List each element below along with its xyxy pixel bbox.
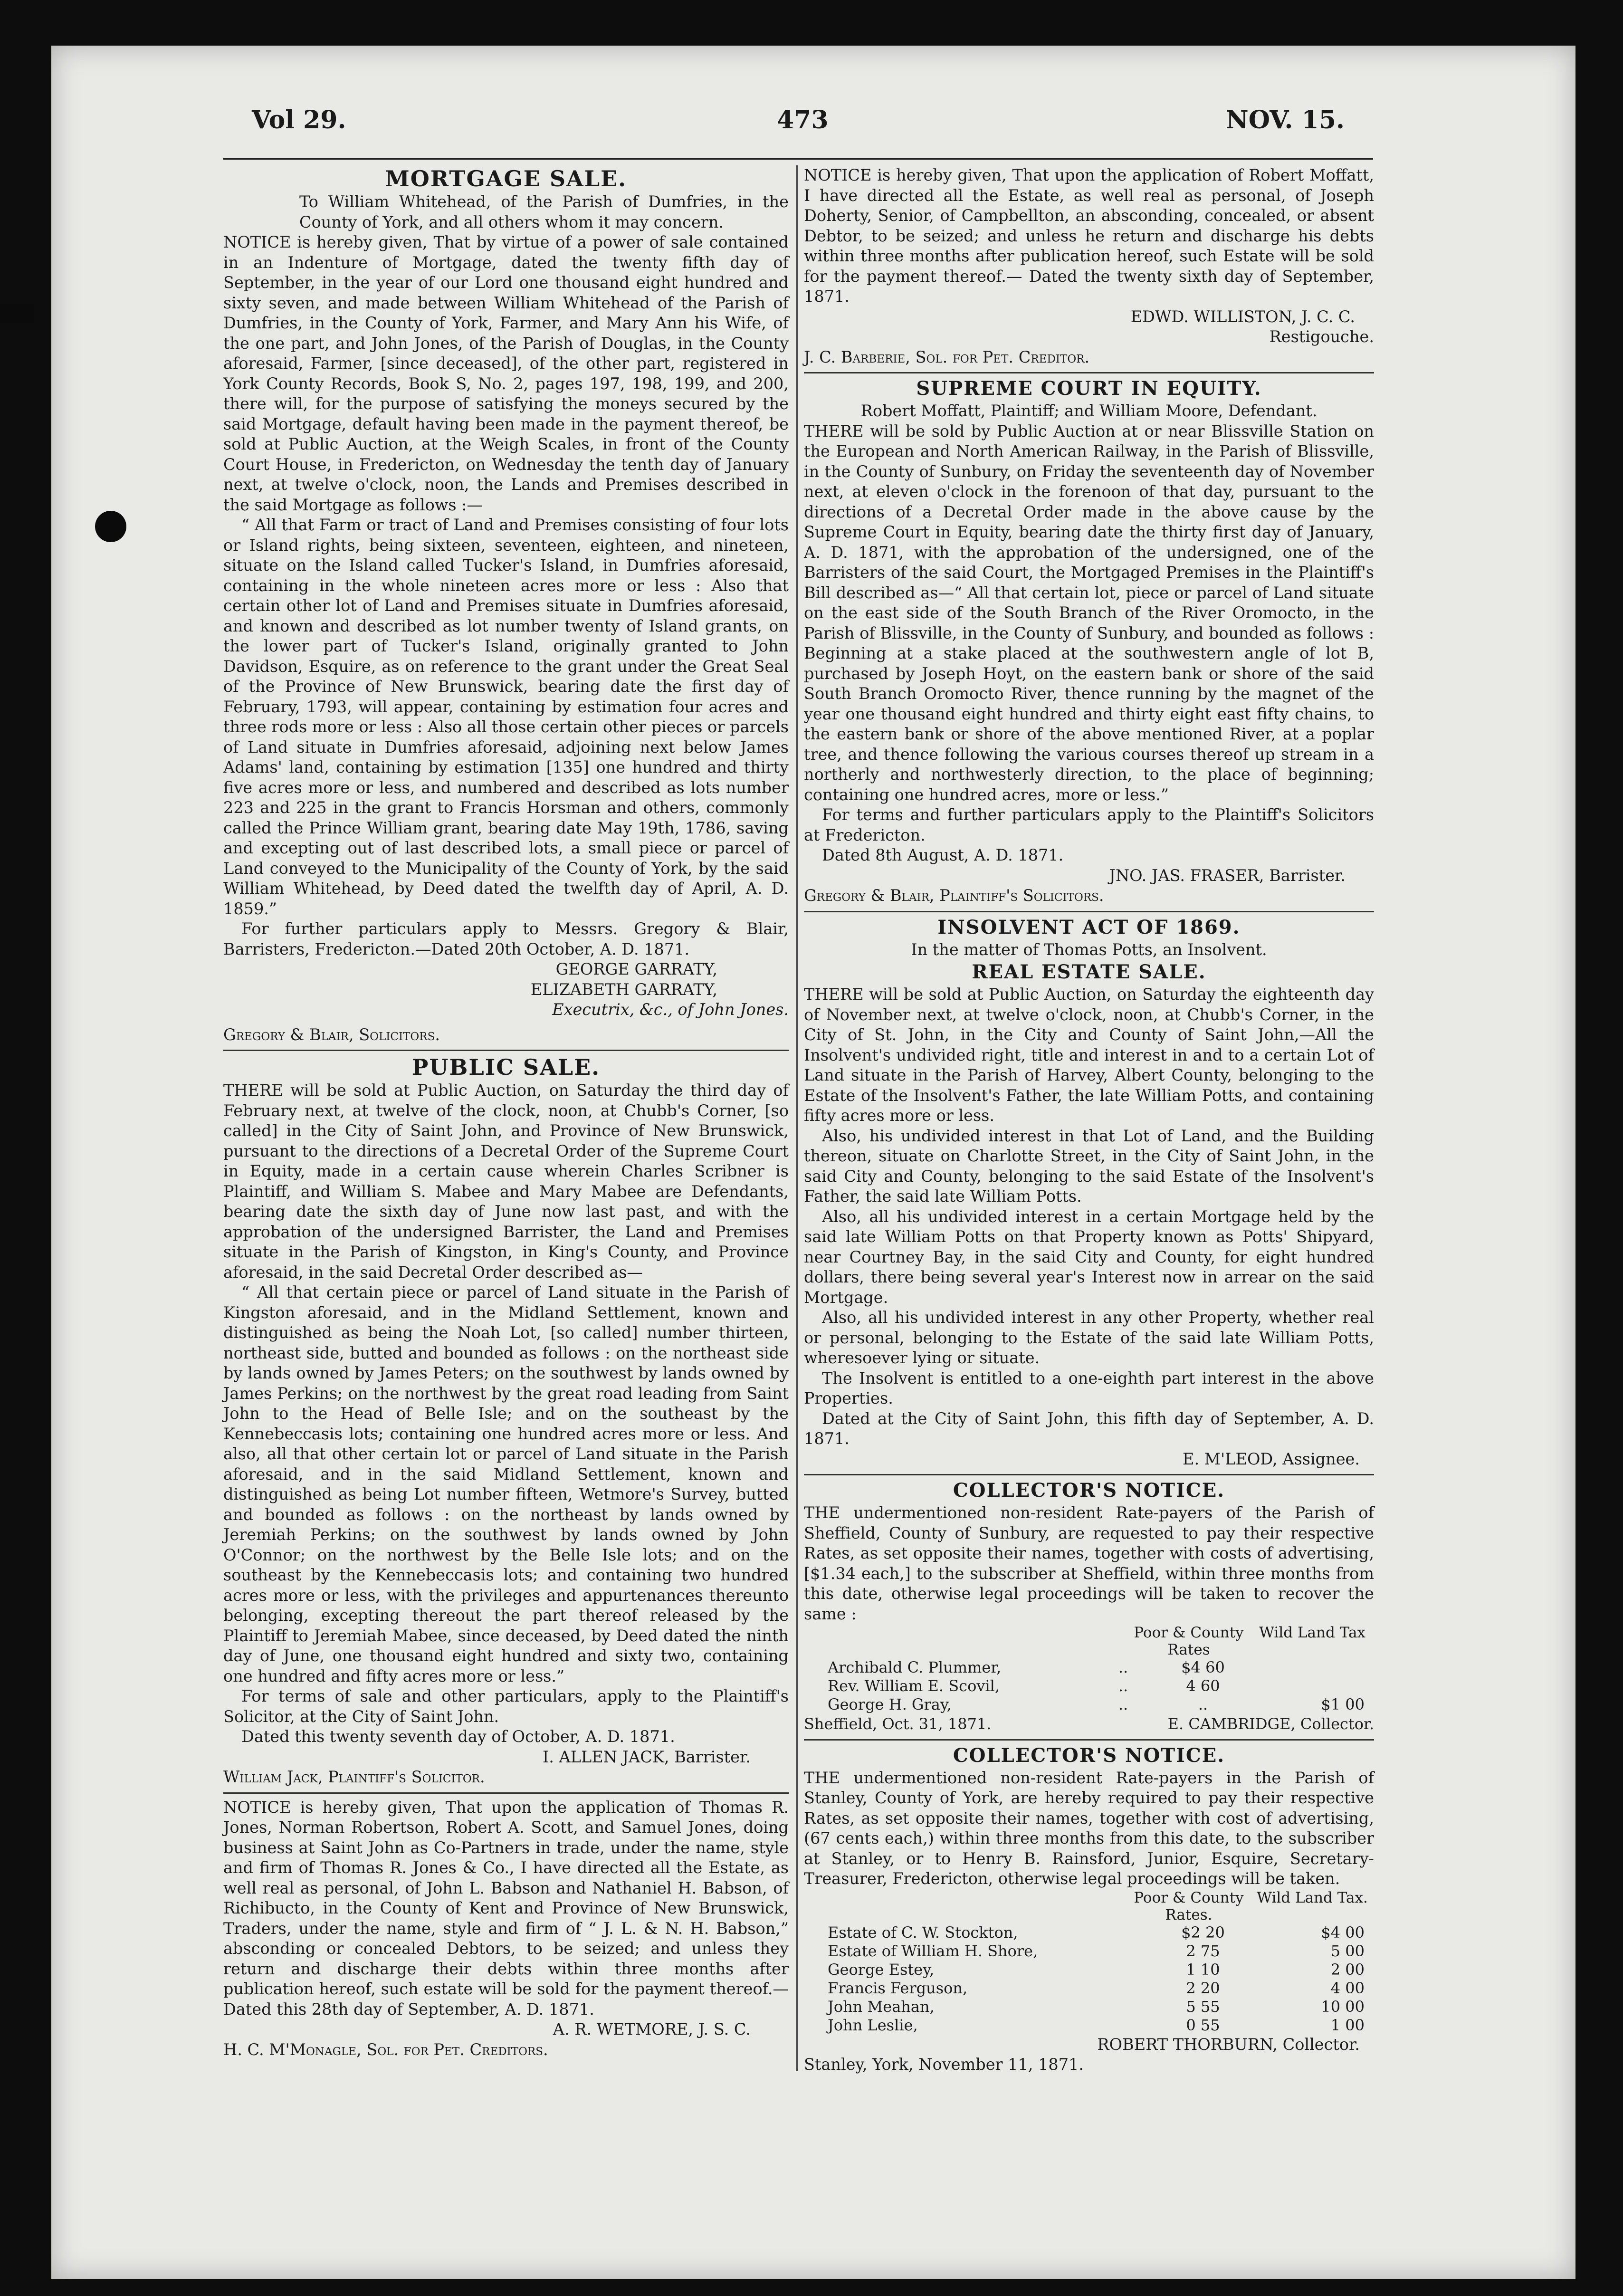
notice-title: INSOLVENT ACT OF 1869. bbox=[937, 916, 1241, 938]
rates-column-headers bbox=[804, 1624, 1374, 1658]
absconding-debtor-notice bbox=[804, 165, 1374, 367]
table-row bbox=[804, 1923, 1374, 1942]
solicitor-line: William Jack, Plaintiff's Solicitor. bbox=[223, 1768, 485, 1786]
signature: ELIZABETH GARRATY, bbox=[530, 980, 717, 999]
signature: EDWD. WILLISTON, J. C. C. bbox=[1130, 307, 1355, 326]
table-row bbox=[804, 1961, 1374, 1979]
notice-title: COLLECTOR'S NOTICE. bbox=[953, 1479, 1225, 1502]
ink-spot bbox=[95, 511, 126, 542]
signature: GEORGE GARRATY, bbox=[555, 960, 717, 978]
notice-body: THERE will be sold at Public Auction, on Saturday the eighteenth day of November next, at twelve o'clock, noon, at Chubb's Corner, in the City of St. John, in the City and County of Saint John,—All the Insolvent's undivided right, title and interest in and to a certain Lot of Land situate in the Parish of Harvey, Albert County, belonging to the Estate of the Insolvent's Father, the late William Potts, and containing fifty acres more or less. bbox=[804, 985, 1374, 1125]
property-description: “ All that certain piece or parcel of Land situate in the Parish of Kingston aforesaid, and in the Midland Settlement, known and distinguished as being the Noah Lot, [so called] number thirteen, northeast side, butted and bounded as follows : on the northeast side by lands owned by James Peters; on the southwest by lands owned by James Perkins; on the northwest by the great road leading from Saint John to the Head of Belle Isle; and on the southeast by the Kennebeccasis lots; containing one hundred acres more or less. And also, all that other certain lot or parcel of Land situate in the Parish aforesaid, and in the said Midland Settlement, known and distinguished as being Lot number fifteen, Wetmore's Survey, butted and bounded as follows : on the northeast by lands owned by Jeremiah Perkins; on the southwest by lands owned by John O'Connor; on the northwest by the Belle Isle lots; and on the southeast by the Kennebeccasis lots; and containing two hundred acres more or less, with the privileges and appurtenances thereunto belonging, excepting thereout the part thereof released by the Plaintiff to Jeremiah Mabee, since deceased, by Deed dated the ninth day of June, one thousand eight hundred and sixty two, containing one hundred and fifty acres more or less.” bbox=[223, 1283, 789, 1685]
notice-subtitle: In the matter of Thomas Potts, an Insolvent. bbox=[911, 940, 1267, 959]
column-header: Wild Land Tax bbox=[1259, 1624, 1365, 1641]
notice-body: NOTICE is hereby given, That by virtue of a power of sale contained in an Indenture of Mortgage, dated the twenty fifth day of September, in the year of our Lord one thousand eight hundred and sixty seven, and made between William Whitehead of the Parish of Dumfries, in the County of York, Farmer, and Mary Ann his Wife, of the one part, and John Jones, of the Parish of Douglas, in the County aforesaid, Farmer, [since deceased], of the other part, registered in York County Records, Book S, No. 2, pages 197, 198, 199, and 200, there will, for the purpose of satisfying the moneys secured by the said Mortgage, default having been made in the payment thereof, be sold at Public Auction, at the Weigh Scales, in front of the County Court House, in Fredericton, on Wednesday the tenth day of January next, at twelve o'clock, noon, the Lands and Premises described in the said Mortgage as follows :— bbox=[223, 233, 789, 514]
left-column bbox=[223, 165, 789, 2060]
ratepayer-name: George Estey, bbox=[828, 1960, 935, 1979]
section-rule bbox=[223, 1792, 789, 1794]
solicitor-line: Gregory & Blair, Solicitors. bbox=[223, 1025, 440, 1044]
notice-body: THERE will be sold by Public Auction at or near Blissville Station on the European and North American Railway, in the Parish of Blissville, in the County of Sunbury, on Friday the seventeenth day of November next, at eleven o'clock in the forenoon of that day, pursuant to the directions of a Decretal Order made in the above cause by the Supreme Court in Equity, bearing date the thirty first day of January, A. D. 1871, with the approbation of the undersigned, one of the Barristers of the said Court, the Mortgaged Premises in the Plaintiff's Bill described as—“ All that certain lot, piece or parcel of Land situate on the east side of the South Branch of the River Oromocto, in the Parish of Blissville, in the County of Sunbury, and bounded as follows : Beginning at a stake placed at the southwestern angle of lot B, purchased by Joseph Hoyt, on the eastern bank or shore of the said South Branch Oromocto River, thence running by the magnet of the year one thousand eight hundred and thirty eight east fifty chains, to the eastern bank or shore of the above mentioned River, at a poplar tree, and thence following the various courses thereof up stream in a northerly and northwesterly direction, to the place of beginning; containing one hundred acres, more or less.” bbox=[804, 421, 1374, 804]
ratepayer-name: John Leslie, bbox=[828, 2016, 918, 2034]
column-header: Poor & County Rates bbox=[1134, 1624, 1244, 1658]
ratepayer-name: Francis Ferguson, bbox=[828, 1979, 968, 1997]
dated-line: Dated this twenty seventh day of October, A. D. 1871. bbox=[241, 1727, 675, 1746]
tax-value: 10 00 bbox=[1321, 1997, 1365, 2016]
collectors-notice-sheffield bbox=[804, 1479, 1374, 1734]
notice-paragraph: Also, all his undivided interest in any other Property, whether real or personal, belonging to the Estate of the said late William Potts, wheresoever lying or situate. bbox=[804, 1308, 1374, 1367]
notice-paragraph: The Insolvent is entitled to a one-eighth part interest in the above Properties. bbox=[804, 1368, 1374, 1407]
supreme-court-notice bbox=[804, 377, 1374, 906]
tax-value: 2 00 bbox=[1330, 1960, 1365, 1979]
absconding-debtor-notice bbox=[223, 1798, 789, 2060]
ratepayer-name: John Meahan, bbox=[828, 1997, 935, 2016]
tax-value: 1 00 bbox=[1330, 2016, 1365, 2034]
signature: E. CAMBRIDGE, Collector. bbox=[1167, 1715, 1374, 1733]
notice-body: THERE will be sold at Public Auction, on Saturday the third day of February next, at twelve of the clock, noon, at Chubb's Corner, [so called] in the City of Saint John, and Province of New Brunswick, pursuant to the directions of a Decretal Order of the Supreme Court in Equity, made in a certain cause wherein Charles Scribner is Plaintiff, and William S. Mabee and Mary Mabee are Defendants, bearing date the sixth day of June now last past, and with the approbation of the undersigned Barrister, the Land and Premises situate in the Parish of Kingston, in King's County, and Province aforesaid, in the said Decretal Order described as— bbox=[223, 1081, 789, 1282]
page-header bbox=[252, 105, 1345, 153]
terms-of-sale: For terms and further particulars apply to the Plaintiff's Solicitors at Fredericton. bbox=[804, 805, 1374, 844]
place-date: Stanley, York, November 11, 1871. bbox=[804, 2055, 1084, 2074]
column-header: Poor & County Rates. bbox=[1134, 1889, 1244, 1923]
margin-mark bbox=[0, 304, 34, 323]
table-row bbox=[804, 1677, 1374, 1695]
ratepayer-name: George H. Gray, bbox=[828, 1695, 952, 1713]
rate-value: 2 75 bbox=[1186, 1942, 1220, 1960]
case-parties: Robert Moffatt, Plaintiff; and William Moore, Defendant. bbox=[860, 402, 1317, 420]
signature-title: Executrix, &c., of John Jones. bbox=[552, 1000, 789, 1019]
notice-address: To William Whitehead, of the Parish of Dumfries, in the County of York, and all others whom it may concern. bbox=[299, 192, 789, 231]
tax-value: 5 00 bbox=[1330, 1942, 1365, 1960]
rate-value: 0 55 bbox=[1186, 2016, 1220, 2034]
public-sale-notice bbox=[223, 1055, 789, 1788]
insolvent-notice bbox=[804, 916, 1374, 1470]
ratepayer-name: Archibald C. Plummer, bbox=[828, 1658, 1002, 1676]
issue-date: NOV. 15. bbox=[1226, 105, 1345, 134]
signature-place: Restigouche. bbox=[1269, 327, 1374, 346]
rate-value: 1 10 bbox=[1186, 1960, 1220, 1979]
dated-line: Dated at the City of Saint John, this fifth day of September, A. D. 1871. bbox=[804, 1409, 1374, 1448]
header-rule bbox=[223, 158, 1373, 160]
rate-value: $4 60 bbox=[1181, 1658, 1225, 1676]
notice-footer bbox=[804, 1714, 1374, 1734]
tax-value bbox=[1260, 1677, 1374, 1695]
right-column bbox=[804, 165, 1374, 2075]
property-description: “ All that Farm or tract of Land and Premises consisting of four lots or Island rights, being sixteen, seventeen, eighteen, and nineteen, situate on the Island called Tucker's Island, in Dumfries aforesaid, containing in the whole nineteen acres more or less : Also that certain other lot of Land and Premises situate in Dumfries aforesaid, and known and described as lot number twenty of Island grants, on the lower part of Tucker's Island, originally granted to John Davidson, Esquire, as on reference to the grant under the Great Seal of the Province of New Brunswick, bearing date the first day of February, 1793, will appear, containing by estimation four acres and three rods more or less : Also all those certain other pieces or parcels of Land situate in Dumfries aforesaid, adjoining next below James Adams' land, containing by estimation [135] one hundred and thirty five acres more or less, and numbered and described as lots number 223 and 225 in the grant to Francis Horsman and others, commonly called the Prince William grant, bearing date May 19th, 1786, saving and excepting out of last described lots, a small piece or parcel of Land conveyed to the Municipality of the County of York, by the said William Whitehead, by Deed dated the twelfth day of April, A. D. 1859.” bbox=[223, 516, 789, 918]
tax-value: $4 00 bbox=[1321, 1923, 1365, 1942]
leader-dots: .. bbox=[1118, 1695, 1128, 1713]
section-rule bbox=[223, 1050, 789, 1051]
notice-paragraph: Also, all his undivided interest in a certain Mortgage held by the said late William Potts on that Property known as Potts' Shipyard, near Courtney Bay, in the said City and County, for eight hundred dollars, there being several year's Interest now in arrear on the said Mortgage. bbox=[804, 1207, 1374, 1307]
column-header: Wild Land Tax. bbox=[1257, 1889, 1368, 1906]
volume-number: Vol 29. bbox=[252, 105, 346, 134]
signature: I. ALLEN JACK, Barrister. bbox=[542, 1747, 751, 1766]
notice-title: COLLECTOR'S NOTICE. bbox=[953, 1744, 1225, 1767]
place-date: Sheffield, Oct. 31, 1871. bbox=[804, 1715, 992, 1733]
rate-value: 4 60 bbox=[1186, 1677, 1220, 1695]
rate-value: .. bbox=[1198, 1695, 1208, 1713]
notice-title: MORTGAGE SALE. bbox=[385, 166, 627, 191]
notice-subheading: REAL ESTATE SALE. bbox=[972, 961, 1206, 983]
terms-of-sale: For terms of sale and other particulars, apply to the Plaintiff's Solicitor, at the City of Saint John. bbox=[223, 1687, 789, 1726]
signature: A. R. WETMORE, J. S. C. bbox=[553, 2020, 751, 2038]
notice-body: THE undermentioned non-resident Rate-payers of the Parish of Sheffield, County of Sunbury, are requested to pay their respective Rates, as set opposite their names, together with costs of advertising, [$1.34 each,] to the subscriber at Sheffield, within three months from this date, otherwise legal proceedings will be taken to recover the same : bbox=[804, 1503, 1374, 1623]
leader-dots: .. bbox=[1118, 1677, 1128, 1695]
rates-column-headers bbox=[804, 1889, 1374, 1923]
rates-table bbox=[804, 1658, 1374, 1714]
mortgage-sale-notice bbox=[223, 166, 789, 1045]
notice-title: SUPREME COURT IN EQUITY. bbox=[916, 377, 1262, 400]
table-row bbox=[804, 1942, 1374, 1961]
leader-dots: .. bbox=[1118, 1658, 1128, 1676]
signature: ROBERT THORBURN, Collector. bbox=[1097, 2035, 1360, 2054]
table-row bbox=[804, 1695, 1374, 1714]
solicitor-line: Gregory & Blair, Plaintiff's Solicitors. bbox=[804, 886, 1104, 905]
further-particulars: For further particulars apply to Messrs. Gregory & Blair, Barristers, Fredericton.—Dated 20th October, A. D. 1871. bbox=[223, 919, 789, 958]
rates-table bbox=[804, 1923, 1374, 2035]
page-number: 473 bbox=[777, 105, 829, 134]
section-rule bbox=[804, 1739, 1374, 1741]
rate-value: 2 20 bbox=[1186, 1979, 1220, 1997]
table-row bbox=[804, 2016, 1374, 2035]
solicitor-line: J. C. Barberie, Sol. for Pet. Creditor. bbox=[804, 347, 1090, 366]
ratepayer-name: Rev. William E. Scovil, bbox=[828, 1677, 1000, 1695]
section-rule bbox=[804, 372, 1374, 373]
notice-body: THE undermentioned non-resident Rate-payers in the Parish of Stanley, County of York, are hereby required to pay their respective Rates, as set opposite their names, together with cost of advertising, (67 cents each,) within three months from this date, to the subscriber at Stanley, or to Henry B. Rainsford, Junior, Esquire, Secretary-Treasurer, Fredericton, otherwise legal proceedings will be taken. bbox=[804, 1768, 1374, 1888]
table-row bbox=[804, 1998, 1374, 2016]
notice-title: PUBLIC SALE. bbox=[411, 1054, 601, 1080]
table-row bbox=[804, 1979, 1374, 1998]
tax-value bbox=[1260, 1658, 1374, 1677]
collectors-notice-stanley bbox=[804, 1744, 1374, 2075]
column-divider bbox=[796, 165, 798, 2071]
notice-paragraph: Also, his undivided interest in that Lot of Land, and the Building thereon, situate on Charlotte Street, in the City of Saint John, in the said City and County, belonging to the said Estate of the Insolvent's Father, the said late William Potts. bbox=[804, 1126, 1374, 1205]
ratepayer-name: Estate of William H. Shore, bbox=[828, 1942, 1038, 1960]
section-rule bbox=[804, 911, 1374, 912]
table-row bbox=[804, 1658, 1374, 1677]
notice-body: NOTICE is hereby given, That upon the application of Thomas R. Jones, Norman Robertson, Robert A. Scott, and Samuel Jones, doing business at Saint John as Co-Partners in trade, under the name, style and firm of Thomas R. Jones & Co., I have directed all the Estate, as well real as personal, of John L. Babson and Nathaniel H. Babson, of Richibucto, in the County of Kent and Province of New Brunswick, Traders, under the name, style and firm of “ J. L. & N. H. Babson,” absconding or concealed Debtors, to be seized; and unless they return and discharge their debts within three months after publication hereof, such estate will be sold for the payment thereof.—Dated this 28th day of September, A. D. 1871. bbox=[223, 1798, 789, 2019]
rate-value: $2 20 bbox=[1181, 1923, 1225, 1942]
rate-value: 5 55 bbox=[1186, 1997, 1220, 2016]
notice-body: NOTICE is hereby given, That upon the application of Robert Moffatt, I have directed all the Estate, as well real as personal, of Joseph Doherty, Senior, of Campbellton, an absconding, concealed, or absent Debtor, to be seized; and unless he return and discharge his debts within three months after publication hereof, such Estate will be sold for the payment thereof.— Dated the twenty sixth day of September, 1871. bbox=[804, 166, 1374, 306]
signature: E. M'LEOD, Assignee. bbox=[1183, 1449, 1360, 1468]
tax-value: $1 00 bbox=[1321, 1695, 1365, 1713]
tax-value: 4 00 bbox=[1330, 1979, 1365, 1997]
ratepayer-name: Estate of C. W. Stockton, bbox=[828, 1923, 1018, 1942]
signature: JNO. JAS. FRASER, Barrister. bbox=[1109, 866, 1346, 885]
section-rule bbox=[804, 1474, 1374, 1475]
dated-line: Dated 8th August, A. D. 1871. bbox=[822, 846, 1064, 864]
solicitor-line: H. C. M'Monagle, Sol. for Pet. Creditors. bbox=[223, 2040, 548, 2059]
